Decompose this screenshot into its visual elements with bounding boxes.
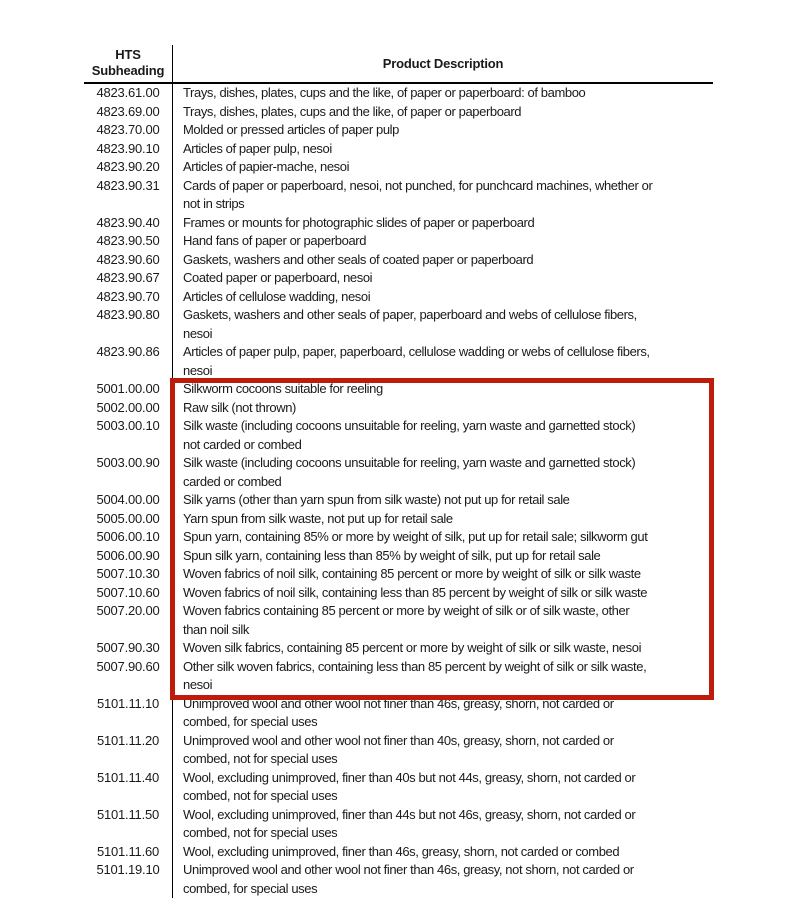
- header-product-description-label: Product Description: [382, 56, 504, 71]
- description-line: Unimproved wool and other wool not finer than 46s, greasy, not shorn, not carded or: [183, 862, 634, 877]
- product-description-cell: [172, 269, 713, 288]
- description-line: not carded or combed: [183, 436, 302, 452]
- product-description-cell: [172, 806, 713, 843]
- product-description-cell: [172, 861, 713, 898]
- hts-subheading-cell: 5003.00.90: [96, 455, 160, 470]
- product-description-cell: [172, 454, 713, 491]
- section-silk-products: [84, 380, 713, 695]
- product-description-cell: [172, 121, 713, 140]
- header-subheading-line: Subheading: [91, 63, 165, 78]
- description-line: nesoi: [183, 325, 213, 341]
- product-description-cell: [172, 232, 713, 251]
- table-row: [84, 306, 713, 343]
- table-row: [84, 769, 713, 806]
- description-line: Trays, dishes, plates, cups and the like, of paper or paperboard: of bamboo: [183, 85, 586, 100]
- description-line: Molded or pressed articles of paper pulp: [183, 122, 399, 137]
- product-description-cell: [172, 769, 713, 806]
- description-line: Spun yarn, containing 85% or more by weight of silk, put up for retail sale; silkworm gut: [183, 529, 648, 544]
- product-description-cell: [172, 639, 713, 658]
- table-row: [84, 140, 713, 159]
- table-row: [84, 121, 713, 140]
- table-row: [84, 547, 713, 566]
- hts-subheading-cell: 4823.90.20: [96, 159, 160, 174]
- description-line: Cards of paper or paperboard, nesoi, not punched, for punchcard machines, whether or: [183, 177, 653, 193]
- hts-subheading-cell: 5101.19.10: [96, 862, 160, 877]
- description-line: Wool, excluding unimproved, finer than 40s but not 44s, greasy, shorn, not carded or: [183, 769, 636, 785]
- product-description-cell: [172, 251, 713, 270]
- description-line: Wool, excluding unimproved, finer than 44s but not 46s, greasy, shorn, not carded or: [183, 806, 636, 822]
- hts-subheading-cell: 5101.11.20: [96, 732, 160, 748]
- description-line: Unimproved wool and other wool not finer than 46s, greasy, shorn, not carded or: [183, 695, 614, 711]
- section-paper-products: [84, 84, 713, 380]
- description-line: nesoi: [183, 677, 213, 692]
- hts-subheading-cell: 5006.00.10: [96, 529, 160, 544]
- table-row: [84, 103, 713, 122]
- table-row: [84, 232, 713, 251]
- hts-subheading-cell: 4823.90.10: [96, 140, 160, 156]
- product-description-cell: [172, 84, 713, 103]
- description-line: Woven fabrics of noil silk, containing less than 85 percent by weight of silk or silk waste: [183, 584, 648, 600]
- table-row: [84, 639, 713, 658]
- hts-subheading-cell: 4823.90.60: [96, 251, 160, 267]
- description-line: Unimproved wool and other wool not finer than 40s, greasy, shorn, not carded or: [183, 732, 614, 748]
- product-description-column-header: [172, 45, 713, 82]
- hts-subheading-cell: 5007.10.60: [96, 584, 160, 600]
- hts-subheading-cell: 5003.00.10: [96, 418, 160, 433]
- product-description-cell: [172, 528, 713, 547]
- hts-subheading-cell: 4823.90.70: [96, 288, 160, 304]
- table-row: [84, 417, 713, 454]
- hts-subheading-cell: 5101.11.50: [96, 806, 160, 822]
- table-row: [84, 732, 713, 769]
- hts-subheading-cell: 4823.69.00: [96, 103, 160, 119]
- hts-subheading-cell: 5101.11.40: [96, 769, 160, 785]
- description-line: Articles of paper pulp, paper, paperboard, cellulose wadding or webs of cellulose fibers,: [183, 344, 650, 359]
- table-row: [84, 380, 713, 399]
- product-description-cell: [172, 695, 713, 732]
- hts-subheading-cell: 4823.70.00: [96, 122, 160, 137]
- table-row: [84, 177, 713, 214]
- product-description-cell: [172, 158, 713, 177]
- product-description-cell: [172, 306, 713, 343]
- description-line: Woven silk fabrics, containing 85 percent or more by weight of silk or silk waste, nesoi: [183, 640, 642, 655]
- table-row: [84, 399, 713, 418]
- table-body: [84, 84, 713, 898]
- product-description-cell: [172, 584, 713, 603]
- product-description-cell: [172, 399, 713, 418]
- description-line: Articles of papier-mache, nesoi: [183, 159, 350, 174]
- product-description-cell: [172, 843, 713, 862]
- hts-subheading-cell: 5007.90.60: [96, 658, 160, 674]
- description-line: Other silk woven fabrics, containing less than 85 percent by weight of silk or silk waste,: [183, 658, 647, 674]
- hts-subheading-cell: 4823.90.86: [96, 344, 160, 359]
- hts-subheading-column-header: [84, 45, 172, 82]
- description-line: Silk yarns (other than yarn spun from silk waste) not put up for retail sale: [183, 492, 570, 507]
- description-line: Silk waste (including cocoons unsuitable for reeling, yarn waste and garnetted stock): [183, 455, 636, 470]
- table-row: [84, 269, 713, 288]
- hts-table: [84, 45, 713, 898]
- table-row: [84, 343, 713, 380]
- product-description-cell: [172, 510, 713, 529]
- description-line: combed, not for special uses: [183, 751, 338, 766]
- description-line: combed, for special uses: [183, 880, 318, 896]
- product-description-cell: [172, 380, 713, 399]
- table-row: [84, 806, 713, 843]
- hts-subheading-cell: 4823.90.80: [96, 307, 160, 322]
- description-line: Coated paper or paperboard, nesoi: [183, 270, 373, 285]
- section-wool-products: [84, 695, 713, 899]
- description-line: Silkworm cocoons suitable for reeling: [183, 381, 383, 396]
- hts-subheading-cell: 4823.61.00: [96, 85, 160, 100]
- hts-subheading-cell: 5101.11.60: [96, 843, 160, 859]
- header-hts-line: HTS: [115, 47, 141, 62]
- product-description-cell: [172, 602, 713, 639]
- product-description-cell: [172, 658, 713, 695]
- description-line: Hand fans of paper or paperboard: [183, 233, 367, 248]
- description-line: combed, not for special uses: [183, 788, 338, 803]
- description-line: Gaskets, washers and other seals of coated paper or paperboard: [183, 251, 534, 267]
- table-row: [84, 843, 713, 862]
- hts-subheading-cell: 5001.00.00: [96, 381, 160, 396]
- description-line: Trays, dishes, plates, cups and the like, of paper or paperboard: [183, 103, 522, 119]
- description-line: Spun silk yarn, containing less than 85% by weight of silk, put up for retail sale: [183, 547, 601, 563]
- hts-subheading-cell: 5101.11.10: [96, 695, 160, 711]
- product-description-cell: [172, 732, 713, 769]
- description-line: Wool, excluding unimproved, finer than 46s, greasy, shorn, not carded or combed: [183, 843, 620, 859]
- description-line: Woven fabrics containing 85 percent or more by weight of silk or of silk waste, other: [183, 603, 630, 618]
- table-row: [84, 602, 713, 639]
- product-description-cell: [172, 140, 713, 159]
- product-description-cell: [172, 491, 713, 510]
- table-row: [84, 491, 713, 510]
- table-row: [84, 565, 713, 584]
- description-line: than noil silk: [183, 621, 249, 637]
- hts-subheading-cell: 4823.90.67: [96, 270, 160, 285]
- hts-subheading-cell: 5007.20.00: [96, 603, 160, 618]
- description-line: not in strips: [183, 196, 245, 211]
- table-row: [84, 454, 713, 491]
- hts-subheading-cell: 5006.00.90: [96, 547, 160, 563]
- table-row: [84, 861, 713, 898]
- product-description-cell: [172, 547, 713, 566]
- description-line: combed, for special uses: [183, 714, 318, 729]
- description-line: Raw silk (not thrown): [183, 399, 296, 415]
- description-line: Gaskets, washers and other seals of paper, paperboard and webs of cellulose fibers,: [183, 307, 637, 322]
- description-line: Woven fabrics of noil silk, containing 85 percent or more by weight of silk or silk waste: [183, 566, 641, 581]
- table-row: [84, 251, 713, 270]
- table-row: [84, 158, 713, 177]
- hts-subheading-cell: 4823.90.40: [96, 214, 160, 230]
- product-description-cell: [172, 565, 713, 584]
- description-line: Articles of paper pulp, nesoi: [183, 140, 332, 156]
- hts-subheading-cell: 5002.00.00: [96, 399, 160, 415]
- product-description-cell: [172, 103, 713, 122]
- description-line: nesoi: [183, 362, 213, 378]
- description-line: combed, not for special uses: [183, 825, 338, 840]
- table-row: [84, 510, 713, 529]
- hts-subheading-cell: 5004.00.00: [96, 492, 160, 507]
- table-row: [84, 288, 713, 307]
- table-header-row: [84, 45, 713, 84]
- description-line: carded or combed: [183, 473, 282, 489]
- table-row: [84, 658, 713, 695]
- hts-subheading-cell: 5007.10.30: [96, 566, 160, 581]
- product-description-cell: [172, 343, 713, 380]
- table-row: [84, 84, 713, 103]
- description-line: Frames or mounts for photographic slides of paper or paperboard: [183, 214, 535, 230]
- table-row: [84, 584, 713, 603]
- description-line: Yarn spun from silk waste, not put up for retail sale: [183, 510, 453, 526]
- table-row: [84, 695, 713, 732]
- description-line: Articles of cellulose wadding, nesoi: [183, 288, 371, 304]
- table-row: [84, 214, 713, 233]
- hts-subheading-cell: 5005.00.00: [96, 510, 160, 526]
- table-row: [84, 528, 713, 547]
- product-description-cell: [172, 214, 713, 233]
- product-description-cell: [172, 177, 713, 214]
- hts-subheading-cell: 4823.90.50: [96, 233, 160, 248]
- hts-subheading-cell: 5007.90.30: [96, 640, 160, 655]
- description-line: Silk waste (including cocoons unsuitable for reeling, yarn waste and garnetted stock): [183, 418, 636, 433]
- hts-subheading-cell: 4823.90.31: [96, 177, 160, 193]
- product-description-cell: [172, 417, 713, 454]
- product-description-cell: [172, 288, 713, 307]
